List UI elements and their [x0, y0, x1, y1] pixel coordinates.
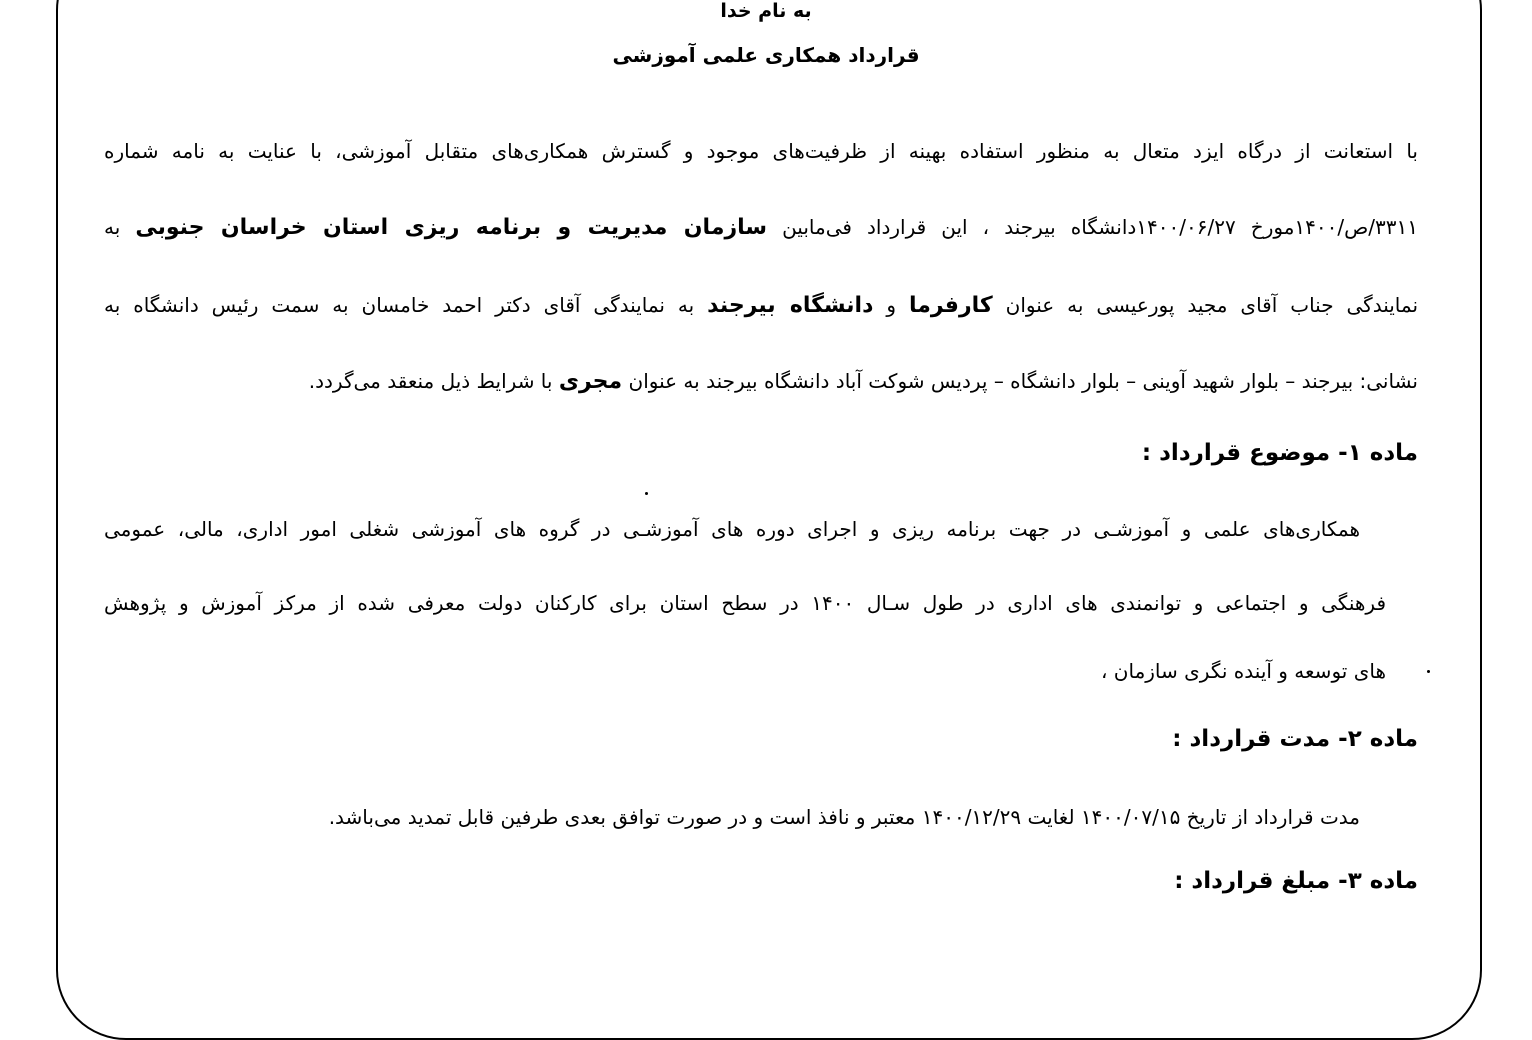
- intro-line-2: [104, 212, 1418, 243]
- intro-line-4-text-a: نشانی: بیرجند – بلوار شهید آوینی – بلوار دانشگاه – پردیس شوکت آباد دانشگاه بیرجند به عنوان: [628, 369, 1418, 393]
- role-executor: مجری: [558, 369, 623, 394]
- intro-line-3-text-c: و: [886, 293, 897, 317]
- intro-line-4: [309, 366, 1418, 397]
- intro-line-1: با استعانت از درگاه ایزد متعال به منظور استفاده بهینه از ظرفیت‌های موجود و گسترش همکاری‌های متقابل آموزشی، با عنایت به نامه شماره: [104, 139, 1418, 163]
- party-university: دانشگاه بیرجند: [707, 293, 874, 318]
- scan-speck: [645, 492, 648, 495]
- scan-speck: [1427, 670, 1430, 673]
- intro-line-4-text-c: با شرایط ذیل منعقد می‌گردد.: [308, 369, 553, 393]
- contract-title: قرارداد همکاری علمی آموزشی: [612, 43, 920, 67]
- intro-line-2-text-a: ۳۳۱۱/ص/۱۴۰۰مورخ ۱۴۰۰/۰۶/۲۷دانشگاه بیرجند ، این قرارداد فی‌مابین: [782, 215, 1418, 239]
- role-employer: کارفرما: [908, 293, 993, 318]
- article-1-line-3: های توسعه و آینده نگری سازمان ،: [1100, 659, 1386, 683]
- basmala-heading: به نام خدا: [720, 0, 812, 22]
- article-2-heading: ماده ۲- مدت قرارداد :: [1172, 726, 1418, 752]
- article-1-heading: ماده ۱- موضوع قرارداد :: [1141, 440, 1418, 466]
- article-1-line-1: همکاری‌های علمی و آموزشـی در جهت برنامه ریزی و اجرای دوره های آموزشـی در گروه های آموزشی شغلی امور اداری، مالی، عمومی: [104, 517, 1360, 541]
- article-1-line-2: فرهنگی و اجتماعی و توانمندی های اداری در طول سـال ۱۴۰۰ در سطح استان برای کارکنان دولت معرفی شده از مرکز آموزش و پژوهش: [104, 591, 1387, 615]
- intro-line-2-text-c: به: [104, 215, 121, 239]
- article-2-line-1: مدت قرارداد از تاریخ ۱۴۰۰/۰۷/۱۵ لغایت ۱۴۰۰/۱۲/۲۹ معتبر و نافذ است و در صورت توافق بعدی طرفین قابل تمدید می‌باشد.: [328, 805, 1360, 829]
- intro-line-3-text-a: نمایندگی جناب آقای مجید پورعیسی به عنوان: [1005, 293, 1419, 317]
- intro-line-3-text-e: به نمایندگی آقای دکتر احمد خامسان به سمت رئیس دانشگاه به: [104, 293, 695, 317]
- party-employer-organization: سازمان مدیریت و برنامه ریزی استان خراسان جنوبی: [135, 215, 767, 240]
- intro-line-3: [104, 290, 1418, 321]
- article-3-heading: ماده ۳- مبلغ قرارداد :: [1174, 868, 1418, 894]
